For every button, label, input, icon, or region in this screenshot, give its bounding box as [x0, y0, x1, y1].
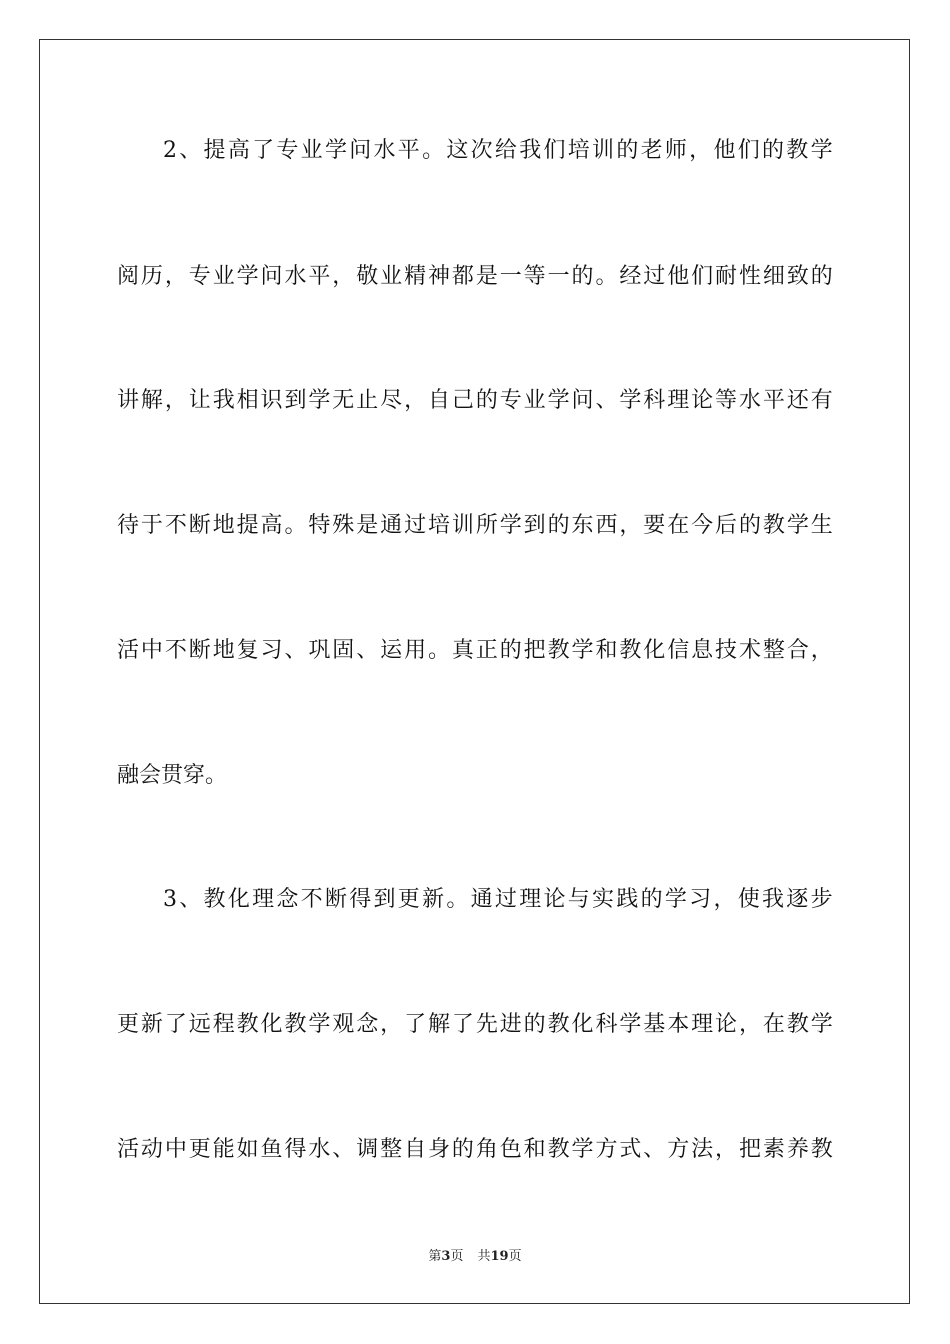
page-number-prefix: 第 [428, 1249, 442, 1264]
total-pages-suffix: 页 [508, 1249, 522, 1264]
current-page-number: 3 [441, 1249, 451, 1264]
text-line: 融会贯穿。 [117, 763, 228, 788]
text-line: 更 新 了 远 程 教 化 教 学 观 念 ， 了 解 了 先 进 的 教 化 科 学 基 本 理 论 ， 在 教 学 [117, 1012, 833, 1037]
page-number-suffix: 页 [450, 1249, 464, 1264]
text-line: 活 中 不 断 地 复 习 、 巩 固 、 运 用 。 真 正 的 把 教 学 和 教 化 信 息 技 术 整 合 ， [117, 638, 833, 663]
text-line: 讲 解 ， 让 我 相 识 到 学 无 止 尽 ， 自 己 的 专 业 学 问 、 学 科 理 论 等 水 平 还 有 [117, 388, 833, 413]
text-line: 活 动 中 更 能 如 鱼 得 水 、 调 整 自 身 的 角 色 和 教 学 方 式 、 方 法 ， 把 素 养 教 [117, 1137, 833, 1162]
page-footer [0, 1248, 950, 1266]
page-border [39, 39, 910, 1304]
text-line: 阅 历 ， 专 业 学 问 水 平 ， 敬 业 精 神 都 是 一 等 一 的 。 经 过 他 们 耐 性 细 致 的 [117, 264, 833, 289]
text-line: 2 、 提 高 了 专 业 学 问 水 平 。 这 次 给 我 们 培 训 的 老 师 ， 他 们 的 教 学 [163, 138, 833, 163]
text-line: 待 于 不 断 地 提 高 。 特 殊 是 通 过 培 训 所 学 到 的 东 西 ， 要 在 今 后 的 教 学 生 [117, 513, 833, 538]
total-pages-prefix: 共 [477, 1249, 491, 1264]
total-pages-number: 19 [490, 1249, 509, 1264]
text-line: 3 、 教 化 理 念 不 断 得 到 更 新 。 通 过 理 论 与 实 践 的 学 习 ， 使 我 逐 步 [163, 887, 833, 912]
